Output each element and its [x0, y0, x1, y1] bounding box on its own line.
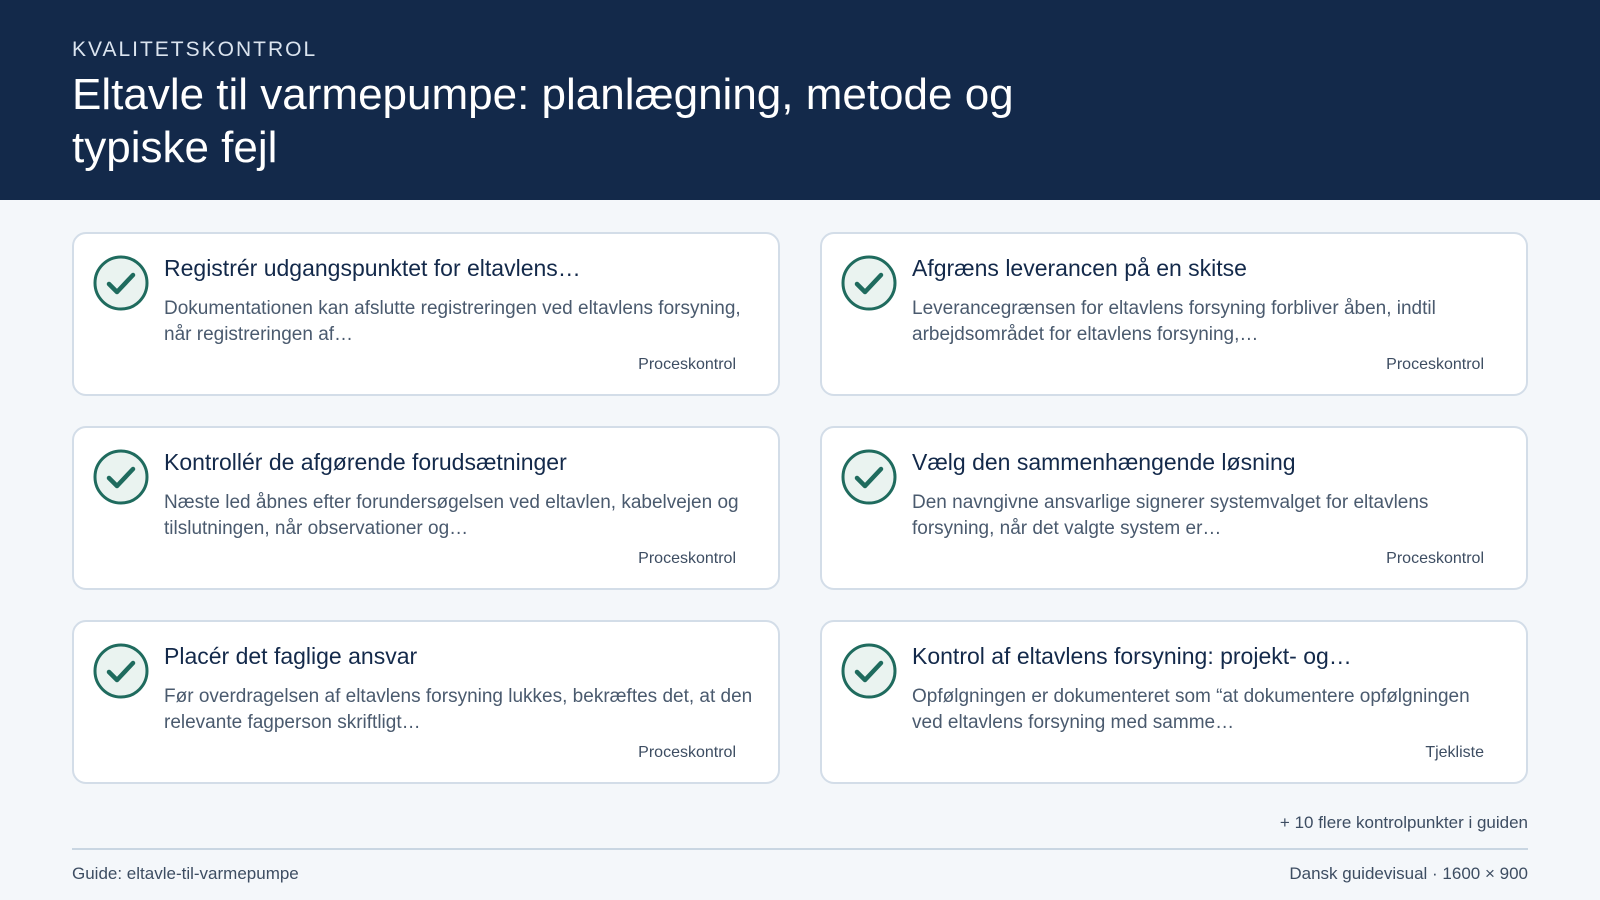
card-body: Opfølgningen er dokumenteret som “at dokumentere opfølgningen ved eltavlens forsyning med samme… [912, 686, 1470, 733]
card-body: Næste led åbnes efter forundersøgelsen ved eltavlen, kabelvejen og tilslutningen, når observationer og… [164, 492, 739, 539]
card-body: Den navngivne ansvarlige signerer systemvalget for eltavlens forsyning, når det valgte system er… [912, 492, 1429, 539]
card-title: Kontrol af eltavlens forsyning: projekt- og… [912, 643, 1352, 669]
check-circle-icon [92, 642, 150, 700]
card-title: Kontrollér de afgørende forudsætninger [164, 449, 567, 475]
check-circle-icon [92, 254, 150, 312]
card-title: Vælg den sammenhængende løsning [912, 449, 1296, 475]
eyebrow-label: KVALITETSKONTROL [72, 38, 318, 61]
check-circle-icon [840, 448, 898, 506]
checkpoint-card [72, 232, 780, 396]
card-tag: Proceskontrol [1386, 356, 1484, 373]
checkpoint-card [72, 426, 780, 590]
card-title: Placér det faglige ansvar [164, 643, 418, 669]
card-tag: Tjekliste [1425, 744, 1484, 761]
footer-meta-label: Dansk guidevisual · 1600 × 900 [1289, 864, 1528, 883]
check-circle-icon [840, 254, 898, 312]
footer-guide-label: Guide: eltavle-til-varmepumpe [72, 864, 299, 883]
more-checkpoints-note: + 10 flere kontrolpunkter i guiden [1279, 813, 1528, 832]
card-title: Afgræns leverancen på en skitse [912, 255, 1247, 281]
checkpoint-card [820, 620, 1528, 784]
checkpoint-card [72, 620, 780, 784]
checkpoint-card [820, 232, 1528, 396]
card-tag: Proceskontrol [638, 356, 736, 373]
check-circle-icon [92, 448, 150, 506]
page-title: Eltavle til varmepumpe: planlægning, metode og typiske fejl [72, 70, 1014, 172]
footer-divider [72, 848, 1528, 850]
card-body: Før overdragelsen af eltavlens forsyning lukkes, bekræftes det, at den relevante fagperson skriftligt… [164, 686, 753, 733]
card-tag: Proceskontrol [1386, 550, 1484, 567]
checkpoint-card [820, 426, 1528, 590]
card-body: Dokumentationen kan afslutte registreringen ved eltavlens forsyning, når registreringen af… [164, 298, 741, 345]
check-circle-icon [840, 642, 898, 700]
card-body: Leverancegrænsen for eltavlens forsyning forbliver åben, indtil arbejdsområdet for eltavlens forsyning,… [912, 298, 1436, 345]
header-banner [0, 0, 1600, 200]
card-tag: Proceskontrol [638, 550, 736, 567]
card-title: Registrér udgangspunktet for eltavlens… [164, 255, 581, 281]
card-tag: Proceskontrol [638, 744, 736, 761]
